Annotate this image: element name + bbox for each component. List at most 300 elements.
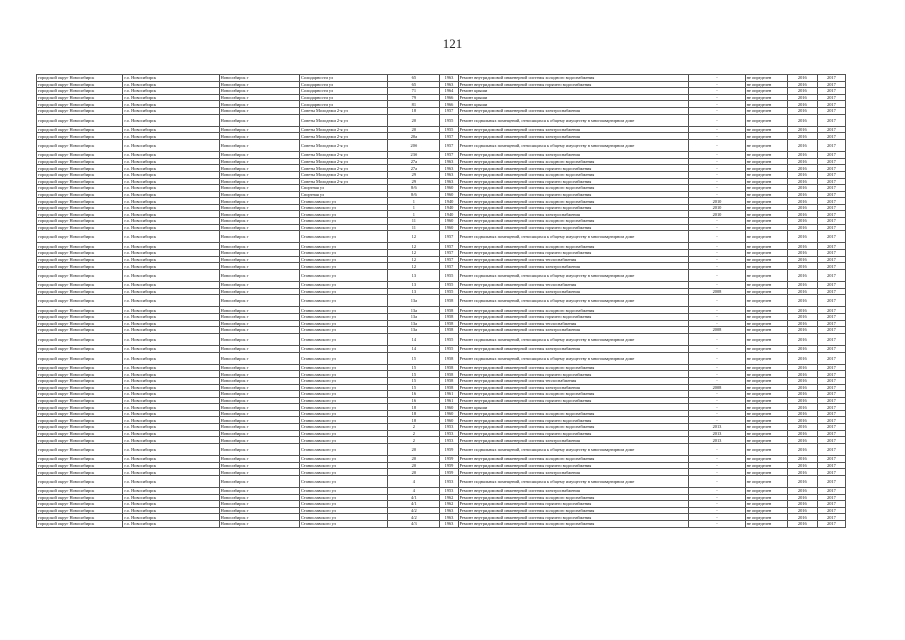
build-year-cell: 1960	[440, 224, 458, 231]
last-repair-year-cell: -	[689, 139, 745, 151]
build-year-cell: 1958	[440, 313, 458, 320]
last-repair-year-cell: -	[689, 107, 745, 114]
plan-start-cell: 2016	[787, 501, 817, 508]
house-number-cell: 13а	[388, 307, 440, 314]
house-number-cell: 27а	[388, 158, 440, 165]
city-cell: Новосибирск г	[219, 371, 299, 378]
house-number-cell: 14	[388, 333, 440, 345]
municipality-cell: городской округ Новосибирск	[37, 158, 123, 165]
work-type-cell: Ремонт внутридомовой инженерной системы холодного водоснабжения	[458, 158, 689, 165]
cost-cell: не определен	[745, 514, 787, 521]
table-row	[37, 417, 846, 424]
house-number-cell: 13а	[388, 313, 440, 320]
work-type-cell: Ремонт внутридомовой инженерной системы холодного водоснабжения	[458, 391, 689, 398]
work-type-cell: Ремонт внутридомовой инженерной системы холодного водоснабжения	[458, 424, 689, 431]
city-cell: Новосибирск г	[219, 494, 299, 501]
work-type-cell: Ремонт внутридомовой инженерной системы холодного водоснабжения	[458, 307, 689, 314]
municipality-cell: городской округ Новосибирск	[37, 494, 123, 501]
street-cell: Станиславского ул	[299, 282, 387, 289]
plan-end-cell: 2017	[817, 404, 845, 411]
cost-cell: не определен	[745, 333, 787, 345]
build-year-cell: 1960	[440, 185, 458, 192]
municipality-cell: городской округ Новосибирск	[37, 191, 123, 198]
last-repair-year-cell: -	[689, 218, 745, 225]
work-type-cell: Ремонт подвальных помещений, относящихся к общему имуществу в многоквартирном доме	[458, 475, 689, 487]
build-year-cell: 1955	[440, 269, 458, 281]
plan-end-cell: 2017	[817, 501, 845, 508]
district-cell: г.о. Новосибирск	[123, 282, 219, 289]
district-cell: г.о. Новосибирск	[123, 171, 219, 178]
last-repair-year-cell: -	[689, 88, 745, 95]
cost-cell: не определен	[745, 114, 787, 126]
cost-cell: не определен	[745, 327, 787, 334]
work-type-cell: Ремонт внутридомовой инженерной системы холодного водоснабжения	[458, 507, 689, 514]
plan-start-cell: 2016	[787, 384, 817, 391]
house-number-cell: 81	[388, 101, 440, 108]
city-cell: Новосибирск г	[219, 437, 299, 444]
plan-start-cell: 2016	[787, 507, 817, 514]
build-year-cell: 1955	[440, 282, 458, 289]
district-cell: г.о. Новосибирск	[123, 424, 219, 431]
plan-start-cell: 2016	[787, 171, 817, 178]
city-cell: Новосибирск г	[219, 165, 299, 172]
cost-cell: не определен	[745, 437, 787, 444]
house-number-cell: 20а	[388, 133, 440, 140]
last-repair-year-cell: -	[689, 133, 745, 140]
build-year-cell: 1958	[440, 377, 458, 384]
work-type-cell: Ремонт внутридомовой инженерной системы холодного водоснабжения	[458, 185, 689, 192]
table-row	[37, 191, 846, 198]
house-number-cell: 12	[388, 263, 440, 270]
work-type-cell: Ремонт внутридомовой инженерной системы горячего водоснабжения	[458, 514, 689, 521]
cost-cell: не определен	[745, 198, 787, 205]
last-repair-year-cell: 2008	[689, 288, 745, 295]
table-row	[37, 107, 846, 114]
city-cell: Новосибирск г	[219, 185, 299, 192]
plan-end-cell: 2017	[817, 269, 845, 281]
street-cell: Станиславского ул	[299, 469, 387, 476]
last-repair-year-cell: -	[689, 313, 745, 320]
work-type-cell: Ремонт внутридомовой инженерной системы горячего водоснабжения	[458, 178, 689, 185]
cost-cell: не определен	[745, 307, 787, 314]
last-repair-year-cell: -	[689, 456, 745, 463]
last-repair-year-cell: -	[689, 263, 745, 270]
build-year-cell: 1955	[440, 333, 458, 345]
municipality-cell: городской округ Новосибирск	[37, 139, 123, 151]
build-year-cell: 1963	[440, 507, 458, 514]
table-row	[37, 204, 846, 211]
municipality-cell: городской округ Новосибирск	[37, 424, 123, 431]
cost-cell: не определен	[745, 371, 787, 378]
table-row	[37, 178, 846, 185]
street-cell: Станиславского ул	[299, 364, 387, 371]
cost-cell: не определен	[745, 107, 787, 114]
house-number-cell: 20	[388, 469, 440, 476]
cost-cell: не определен	[745, 256, 787, 263]
district-cell: г.о. Новосибирск	[123, 101, 219, 108]
build-year-cell: 1940	[440, 211, 458, 218]
municipality-cell: городской округ Новосибирск	[37, 231, 123, 243]
house-number-cell: 2	[388, 437, 440, 444]
street-cell: Солидарности ул	[299, 94, 387, 101]
table-row	[37, 469, 846, 476]
street-cell: Станиславского ул	[299, 514, 387, 521]
build-year-cell: 1961	[440, 391, 458, 398]
plan-end-cell: 2017	[817, 488, 845, 495]
plan-end-cell: 2017	[817, 139, 845, 151]
plan-end-cell: 2017	[817, 507, 845, 514]
municipality-cell: городской округ Новосибирск	[37, 384, 123, 391]
district-cell: г.о. Новосибирск	[123, 107, 219, 114]
last-repair-year-cell: -	[689, 171, 745, 178]
cost-cell: не определен	[745, 352, 787, 364]
district-cell: г.о. Новосибирск	[123, 443, 219, 455]
district-cell: г.о. Новосибирск	[123, 178, 219, 185]
city-cell: Новосибирск г	[219, 256, 299, 263]
last-repair-year-cell: -	[689, 469, 745, 476]
district-cell: г.о. Новосибирск	[123, 494, 219, 501]
street-cell: Станиславского ул	[299, 488, 387, 495]
street-cell: Станиславского ул	[299, 333, 387, 345]
city-cell: Новосибирск г	[219, 514, 299, 521]
plan-end-cell: 2017	[817, 430, 845, 437]
city-cell: Новосибирск г	[219, 171, 299, 178]
district-cell: г.о. Новосибирск	[123, 352, 219, 364]
plan-end-cell: 2017	[817, 443, 845, 455]
work-type-cell: Ремонт внутридомовой инженерной системы электроснабжения	[458, 152, 689, 159]
capital-repair-table	[36, 74, 846, 528]
municipality-cell: городской округ Новосибирск	[37, 133, 123, 140]
last-repair-year-cell: -	[689, 462, 745, 469]
street-cell: Станиславского ул	[299, 198, 387, 205]
house-number-cell: 13	[388, 269, 440, 281]
cost-cell: не определен	[745, 364, 787, 371]
house-number-cell: 4/2	[388, 507, 440, 514]
municipality-cell: городской округ Новосибирск	[37, 81, 123, 88]
district-cell: г.о. Новосибирск	[123, 514, 219, 521]
cost-cell: не определен	[745, 320, 787, 327]
plan-start-cell: 2016	[787, 327, 817, 334]
city-cell: Новосибирск г	[219, 456, 299, 463]
cost-cell: не определен	[745, 384, 787, 391]
work-type-cell: Ремонт внутридомовой инженерной системы электроснабжения	[458, 107, 689, 114]
district-cell: г.о. Новосибирск	[123, 391, 219, 398]
last-repair-year-cell: 2013	[689, 424, 745, 431]
street-cell: Станиславского ул	[299, 377, 387, 384]
cost-cell: не определен	[745, 171, 787, 178]
last-repair-year-cell: -	[689, 507, 745, 514]
plan-start-cell: 2016	[787, 364, 817, 371]
house-number-cell: 13а	[388, 327, 440, 334]
work-type-cell: Ремонт внутридомовой инженерной системы теплоснабжения	[458, 377, 689, 384]
municipality-cell: городской округ Новосибирск	[37, 327, 123, 334]
street-cell: Станиславского ул	[299, 224, 387, 231]
work-type-cell: Ремонт внутридомовой инженерной системы электроснабжения	[458, 469, 689, 476]
work-type-cell: Ремонт внутридомовой инженерной системы горячего водоснабжения	[458, 417, 689, 424]
city-cell: Новосибирск г	[219, 231, 299, 243]
plan-end-cell: 2017	[817, 250, 845, 257]
plan-start-cell: 2016	[787, 107, 817, 114]
city-cell: Новосибирск г	[219, 397, 299, 404]
work-type-cell: Ремонт подвальных помещений, относящихся к общему имуществу в многоквартирном доме	[458, 333, 689, 345]
plan-start-cell: 2016	[787, 352, 817, 364]
work-type-cell: Ремонт подвальных помещений, относящихся к общему имуществу в многоквартирном доме	[458, 139, 689, 151]
cost-cell: не определен	[745, 126, 787, 133]
cost-cell: не определен	[745, 224, 787, 231]
municipality-cell: городской округ Новосибирск	[37, 250, 123, 257]
build-year-cell: 1957	[440, 231, 458, 243]
table-row	[37, 437, 846, 444]
house-number-cell: 1	[388, 204, 440, 211]
city-cell: Новосибирск г	[219, 430, 299, 437]
plan-end-cell: 2017	[817, 391, 845, 398]
house-number-cell: 13	[388, 288, 440, 295]
municipality-cell: городской округ Новосибирск	[37, 243, 123, 250]
work-type-cell: Ремонт подвальных помещений, относящихся к общему имуществу в многоквартирном доме	[458, 114, 689, 126]
district-cell: г.о. Новосибирск	[123, 364, 219, 371]
work-type-cell: Ремонт внутридомовой инженерной системы электроснабжения	[458, 126, 689, 133]
municipality-cell: городской округ Новосибирск	[37, 437, 123, 444]
city-cell: Новосибирск г	[219, 133, 299, 140]
house-number-cell: 71	[388, 88, 440, 95]
table-row	[37, 520, 846, 527]
work-type-cell: Ремонт внутридомовой инженерной системы электроснабжения	[458, 437, 689, 444]
plan-start-cell: 2016	[787, 520, 817, 527]
house-number-cell: 2	[388, 424, 440, 431]
last-repair-year-cell: -	[689, 256, 745, 263]
district-cell: г.о. Новосибирск	[123, 417, 219, 424]
city-cell: Новосибирск г	[219, 282, 299, 289]
table-row	[37, 139, 846, 151]
table-row	[37, 133, 846, 140]
plan-start-cell: 2016	[787, 198, 817, 205]
plan-end-cell: 2017	[817, 327, 845, 334]
table-row	[37, 430, 846, 437]
work-type-cell: Ремонт подвальных помещений, относящихся к общему имуществу в многоквартирном доме	[458, 269, 689, 281]
municipality-cell: городской округ Новосибирск	[37, 371, 123, 378]
plan-start-cell: 2016	[787, 133, 817, 140]
work-type-cell: Ремонт внутридомовой инженерной системы электроснабжения	[458, 211, 689, 218]
plan-start-cell: 2016	[787, 211, 817, 218]
last-repair-year-cell: -	[689, 250, 745, 257]
table-row	[37, 333, 846, 345]
city-cell: Новосибирск г	[219, 295, 299, 307]
city-cell: Новосибирск г	[219, 333, 299, 345]
build-year-cell: 1940	[440, 198, 458, 205]
house-number-cell: 12	[388, 256, 440, 263]
work-type-cell: Ремонт внутридомовой инженерной системы холодного водоснабжения	[458, 494, 689, 501]
cost-cell: не определен	[745, 218, 787, 225]
plan-end-cell: 2017	[817, 101, 845, 108]
house-number-cell: 4/1	[388, 501, 440, 508]
work-type-cell: Ремонт внутридомовой инженерной системы холодного водоснабжения	[458, 410, 689, 417]
last-repair-year-cell: -	[689, 178, 745, 185]
district-cell: г.о. Новосибирск	[123, 114, 219, 126]
build-year-cell: 1955	[440, 288, 458, 295]
municipality-cell: городской округ Новосибирск	[37, 204, 123, 211]
house-number-cell: 4	[388, 488, 440, 495]
plan-start-cell: 2016	[787, 437, 817, 444]
house-number-cell: 16	[388, 397, 440, 404]
plan-start-cell: 2016	[787, 250, 817, 257]
plan-start-cell: 2016	[787, 224, 817, 231]
cost-cell: не определен	[745, 520, 787, 527]
build-year-cell: 1953	[440, 475, 458, 487]
work-type-cell: Ремонт внутридомовой инженерной системы горячего водоснабжения	[458, 313, 689, 320]
last-repair-year-cell: -	[689, 410, 745, 417]
cost-cell: не определен	[745, 133, 787, 140]
table-row	[37, 494, 846, 501]
city-cell: Новосибирск г	[219, 377, 299, 384]
district-cell: г.о. Новосибирск	[123, 507, 219, 514]
plan-end-cell: 2017	[817, 295, 845, 307]
municipality-cell: городской округ Новосибирск	[37, 224, 123, 231]
build-year-cell: 1955	[440, 114, 458, 126]
municipality-cell: городской округ Новосибирск	[37, 75, 123, 82]
build-year-cell: 1957	[440, 256, 458, 263]
work-type-cell: Ремонт внутридомовой инженерной системы горячего водоснабжения	[458, 462, 689, 469]
district-cell: г.о. Новосибирск	[123, 456, 219, 463]
plan-start-cell: 2016	[787, 178, 817, 185]
cost-cell: не определен	[745, 263, 787, 270]
district-cell: г.о. Новосибирск	[123, 345, 219, 352]
municipality-cell: городской округ Новосибирск	[37, 185, 123, 192]
plan-end-cell: 2017	[817, 75, 845, 82]
build-year-cell: 1940	[440, 204, 458, 211]
plan-end-cell: 2017	[817, 152, 845, 159]
build-year-cell: 1958	[440, 352, 458, 364]
table-row	[37, 165, 846, 172]
table-row	[37, 263, 846, 270]
last-repair-year-cell: 2008	[689, 327, 745, 334]
last-repair-year-cell: -	[689, 231, 745, 243]
district-cell: г.о. Новосибирск	[123, 94, 219, 101]
plan-end-cell: 2017	[817, 231, 845, 243]
last-repair-year-cell: -	[689, 101, 745, 108]
last-repair-year-cell: -	[689, 377, 745, 384]
work-type-cell: Ремонт крыши	[458, 404, 689, 411]
plan-start-cell: 2016	[787, 475, 817, 487]
last-repair-year-cell: -	[689, 494, 745, 501]
municipality-cell: городской округ Новосибирск	[37, 417, 123, 424]
district-cell: г.о. Новосибирск	[123, 384, 219, 391]
city-cell: Новосибирск г	[219, 345, 299, 352]
street-cell: Станиславского ул	[299, 256, 387, 263]
cost-cell: не определен	[745, 501, 787, 508]
municipality-cell: городской округ Новосибирск	[37, 307, 123, 314]
last-repair-year-cell: -	[689, 114, 745, 126]
plan-start-cell: 2016	[787, 345, 817, 352]
municipality-cell: городской округ Новосибирск	[37, 333, 123, 345]
city-cell: Новосибирск г	[219, 469, 299, 476]
district-cell: г.о. Новосибирск	[123, 191, 219, 198]
last-repair-year-cell: -	[689, 391, 745, 398]
city-cell: Новосибирск г	[219, 410, 299, 417]
plan-end-cell: 2017	[817, 333, 845, 345]
house-number-cell: 65	[388, 75, 440, 82]
cost-cell: не определен	[745, 75, 787, 82]
cost-cell: не определен	[745, 139, 787, 151]
municipality-cell: городской округ Новосибирск	[37, 152, 123, 159]
district-cell: г.о. Новосибирск	[123, 88, 219, 95]
city-cell: Новосибирск г	[219, 152, 299, 159]
municipality-cell: городской округ Новосибирск	[37, 410, 123, 417]
plan-end-cell: 2017	[817, 320, 845, 327]
table-row	[37, 250, 846, 257]
house-number-cell: 18	[388, 404, 440, 411]
cost-cell: не определен	[745, 469, 787, 476]
plan-start-cell: 2016	[787, 256, 817, 263]
district-cell: г.о. Новосибирск	[123, 371, 219, 378]
plan-end-cell: 2017	[817, 224, 845, 231]
plan-end-cell: 2017	[817, 191, 845, 198]
street-cell: Станиславского ул	[299, 313, 387, 320]
street-cell: Солидарности ул	[299, 81, 387, 88]
plan-start-cell: 2016	[787, 514, 817, 521]
plan-start-cell: 2016	[787, 243, 817, 250]
work-type-cell: Ремонт внутридомовой инженерной системы теплоснабжения	[458, 256, 689, 263]
district-cell: г.о. Новосибирск	[123, 263, 219, 270]
cost-cell: не определен	[745, 185, 787, 192]
last-repair-year-cell: -	[689, 443, 745, 455]
plan-start-cell: 2016	[787, 494, 817, 501]
build-year-cell: 1964	[440, 88, 458, 95]
plan-end-cell: 2017	[817, 158, 845, 165]
city-cell: Новосибирск г	[219, 520, 299, 527]
cost-cell: не определен	[745, 391, 787, 398]
cost-cell: не определен	[745, 191, 787, 198]
table-row	[37, 243, 846, 250]
work-type-cell: Ремонт внутридомовой инженерной системы горячего водоснабжения	[458, 165, 689, 172]
plan-end-cell: 2017	[817, 417, 845, 424]
work-type-cell: Ремонт подвальных помещений, относящихся к общему имуществу в многоквартирном доме	[458, 231, 689, 243]
city-cell: Новосибирск г	[219, 352, 299, 364]
work-type-cell: Ремонт внутридомовой инженерной системы холодного водоснабжения	[458, 75, 689, 82]
table-row	[37, 371, 846, 378]
city-cell: Новосибирск г	[219, 424, 299, 431]
table-body	[37, 75, 846, 528]
cost-cell: не определен	[745, 295, 787, 307]
district-cell: г.о. Новосибирск	[123, 211, 219, 218]
table-row	[37, 377, 846, 384]
table-row	[37, 101, 846, 108]
municipality-cell: городской округ Новосибирск	[37, 430, 123, 437]
house-number-cell: 11	[388, 224, 440, 231]
last-repair-year-cell: -	[689, 158, 745, 165]
build-year-cell: 1958	[440, 307, 458, 314]
plan-start-cell: 2016	[787, 424, 817, 431]
district-cell: г.о. Новосибирск	[123, 75, 219, 82]
municipality-cell: городской округ Новосибирск	[37, 313, 123, 320]
plan-start-cell: 2016	[787, 469, 817, 476]
table-row	[37, 507, 846, 514]
last-repair-year-cell: -	[689, 417, 745, 424]
municipality-cell: городской округ Новосибирск	[37, 94, 123, 101]
work-type-cell: Ремонт подвальных помещений, относящихся к общему имуществу в многоквартирном доме	[458, 443, 689, 455]
work-type-cell: Ремонт крыши	[458, 101, 689, 108]
table-row	[37, 224, 846, 231]
city-cell: Новосибирск г	[219, 94, 299, 101]
district-cell: г.о. Новосибирск	[123, 295, 219, 307]
house-number-cell: 18	[388, 107, 440, 114]
table-row	[37, 152, 846, 159]
plan-end-cell: 2017	[817, 81, 845, 88]
build-year-cell: 1953	[440, 424, 458, 431]
municipality-cell: городской округ Новосибирск	[37, 88, 123, 95]
city-cell: Новосибирск г	[219, 139, 299, 151]
house-number-cell: 13а	[388, 295, 440, 307]
municipality-cell: городской округ Новосибирск	[37, 443, 123, 455]
